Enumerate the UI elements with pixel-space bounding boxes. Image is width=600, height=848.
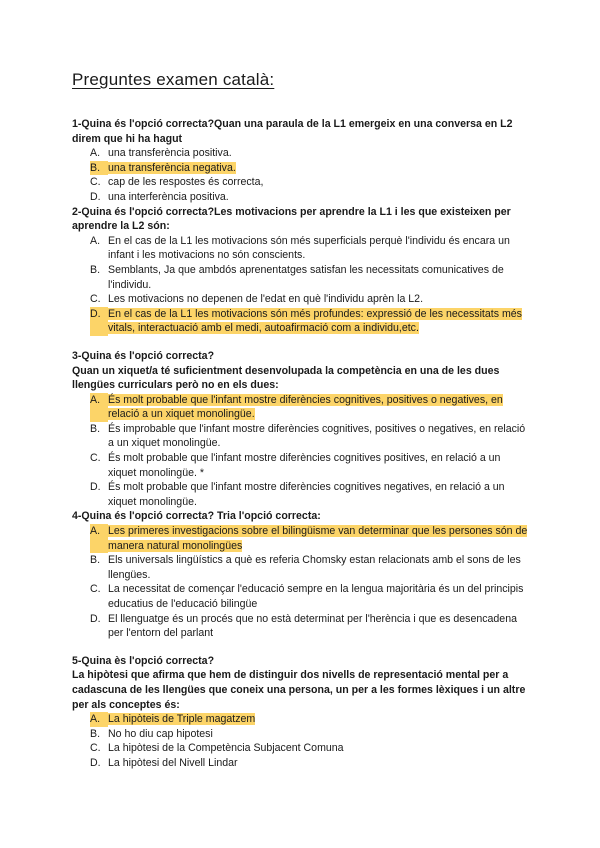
question-2-option-c: C. Les motivacions no depenen de l'edat en què l'individu aprèn la L2. [90, 293, 424, 306]
question-5 [72, 654, 528, 771]
question-2-header: 2-Quina és l'opció correcta?Les motivacions per aprendre la L1 i les que existeixen per aprendre la L2 són: [72, 205, 511, 233]
question-3-option-c: C. És molt probable que l'infant mostre diferències cognitives positives, en relació a un xiquet monolingüe. * [90, 452, 501, 479]
question-2-option-d: D. En el cas de la L1 les motivacions són més profundes: expressió de les necessitats més vitals, interactuació amb el medi, autoafirmació com a individu,etc. [90, 307, 522, 335]
question-4-option-b: B. Els universals lingüístics a què es referia Chomsky estan relacionats amb el sons de les llengües. [90, 554, 521, 581]
question-3-header: 3-Quina és l'opció correcta? [72, 349, 215, 362]
question-4 [72, 509, 528, 640]
question-5-option-a: A. La hipòteis de Triple magatzem [90, 713, 256, 726]
question-4-option-a: A. Les primeres investigacions sobre el bilingüisme van determinar que les persones són de manera natural monolingües [90, 525, 528, 552]
question-1-option-a: A. una transferència positiva. [90, 147, 232, 160]
question-1-header: 1-Quina és l'opció correcta?Quan una paraula de la L1 emergeix en una conversa en L2 direm que hi ha hagut [72, 118, 513, 145]
question-1-option-c: C. cap de les respostes és correcta, [90, 176, 264, 189]
question-3-option-a: A. És molt probable que l'infant mostre diferències cognitives, positives o negatives, en relació a un xiquet monolingüe. [90, 393, 503, 421]
question-5-option-b: B. No ho diu cap hipotesi [90, 727, 213, 740]
question-4-header: 4-Quina és l'opció correcta? Tria l'opció correcta: [72, 510, 321, 523]
question-4-option-c: C. La necessitat de començar l'educació sempre en la lengua majoritària és un del principis educatius de l'educació bilingüe [90, 583, 524, 610]
question-3-subheader: Quan un xiquet/a té suficientment desenvolupada la competència en una de les dues llengües curriculars però no en els dues: [72, 364, 500, 392]
question-3-option-d: D. És molt probable que l'infant mostre diferències cognitives negatives, en relació a un xiquet monolingüe. [90, 481, 505, 508]
question-5-option-c: C. La hipòtesi de la Competència Subjacent Comuna [90, 742, 344, 755]
question-3-option-b: B. És improbable que l'infant mostre diferències cognitives, positives o negatives, en relació a un xiquet monolingüe. [90, 422, 526, 450]
question-5-header: 5-Quina ès l'opció correcta? [72, 654, 215, 667]
question-1-option-b: B. una transferència negativa. [90, 161, 236, 174]
page-title: Preguntes examen català: [72, 70, 275, 89]
question-1 [72, 117, 528, 205]
question-5-option-d: D. La hipòtesi del Nivell Lindar [90, 756, 238, 769]
question-2 [72, 205, 528, 336]
question-4-option-d: D. El llenguatge és un procés que no està determinat per l'herència i que es desencadena per l'entorn del parlant [90, 612, 517, 640]
question-2-option-a: A. En el cas de la L1 les motivacions són més superficials perquè l'individu és encara un infant i les motivacions no són conscients. [90, 234, 510, 262]
question-2-option-b: B. Semblants, Ja que ambdós aprenentatges satisfan les necessitats comunicatives de l'individu. [90, 263, 504, 291]
question-3 [72, 349, 528, 510]
question-5-subheader: La hipòtesi que afirma que hem de distinguir dos nivells de representació mental per a cadascuna de les llengües que coneix una persona, un per a les formes lèxiques i un altre per als conceptes és: [72, 669, 526, 711]
question-1-option-d: D. una interferència positiva. [90, 190, 229, 203]
questions-content [72, 117, 528, 771]
